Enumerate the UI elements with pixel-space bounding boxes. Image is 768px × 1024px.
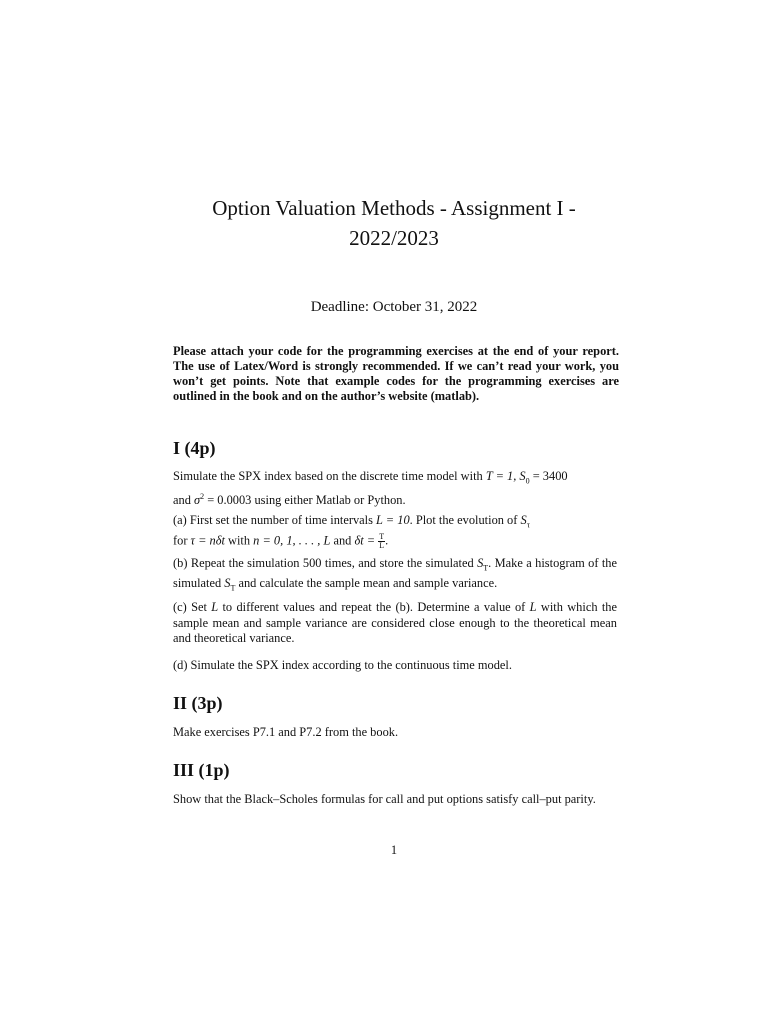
title-line-1: Option Valuation Methods - Assignment I - [212,196,576,220]
part-c: (c) Set L to different values and repeat the (b). Determine a value of L with which the sample mean and sample variance are considered close enough to the theoretical mean and theoretical variance. [173,600,617,645]
section-2-text: Make exercises P7.1 and P7.2 from the book. [173,725,399,739]
deadline: Deadline: October 31, 2022 [310,299,478,315]
section-1-heading: I (4p) [173,438,216,458]
section-3-heading: III (1p) [173,760,230,780]
part-b: (b) Repeat the simulation 500 times, and store the simulated $S_T$. Make a histogram of the simulated $S_T$ and calculate the sample mean and sample variance. [173,556,617,593]
part-d: (d) Simulate the SPX index according to the continuous time model. [173,658,512,672]
part-a: (a) First set the number of time intervals L = 10. Plot the evolution of $S_\tau$ for τ = nδt with n = 0, 1, . . . , L and δt = $\frac{T}{L}$ . [173,513,530,550]
page-number: 1 [390,843,398,857]
section-3-text: Show that the Black–Scholes formulas for call and put options satisfy call–put parity. [173,792,596,806]
section-2-heading: II (3p) [173,693,223,713]
instructions-note: Please attach your code for the programming exercises at the end of your report. The use of Latex/Word is strongly recommended. If we can’t read your work, you won’t get points. Note that example codes for the programming exercises are outlined in the book and on the author’s website (matlab). [173,344,619,403]
page-title [150,193,638,253]
section-1-intro: Simulate the SPX index based on the discrete time model with T = 1, $S_0 = 3400$ and $\sigma^2 = 0.0003$ using either Matlab or Python. [173,469,568,508]
fraction-t-over-l: $\frac{T}{L}$ [379,531,385,550]
title-line-2: 2022/2023 [349,226,439,250]
